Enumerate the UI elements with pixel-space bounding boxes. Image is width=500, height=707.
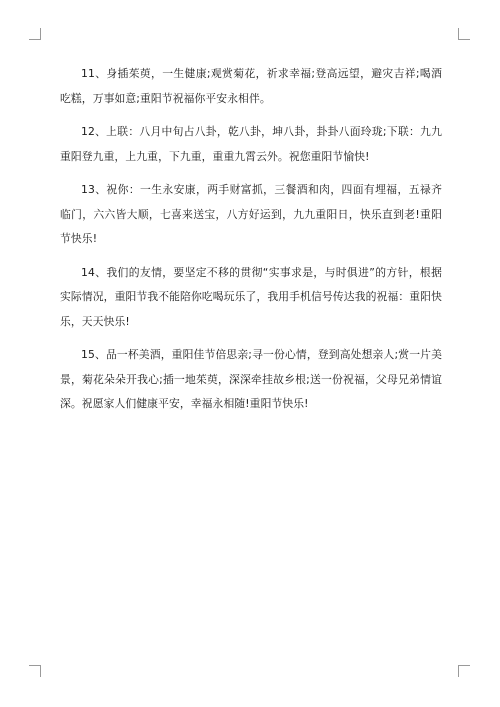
paragraph-13: 13、祝你：一生永安康，两手财富抓，三餐酒和肉，四面有埋福，五禄齐临门，六六皆大顺，七喜来送宝，八方好运到，九九重阳日，快乐直到老!重阳节快乐! (60, 183, 442, 245)
crop-mark-bottom-left (29, 665, 41, 677)
paragraph-11: 11、身插茱萸，一生健康;观赏菊花，祈求幸福;登高远望，避灾吉祥;喝酒吃糕，万事如意;重阳节祝福你平安永相伴。 (60, 67, 442, 105)
paragraph-15: 15、品一杯美酒，重阳佳节倍思亲;寻一份心情，登到高处想亲人;赏一片美景，菊花朵朵开我心;插一地茱萸，深深牵挂故乡根;送一份祝福，父母兄弟情谊深。祝愿家人们健康平安，幸福永相随!重阳节快乐! (60, 348, 442, 410)
crop-mark-top-right (458, 28, 470, 40)
crop-mark-bottom-right (458, 665, 470, 677)
document-body (60, 62, 442, 426)
paragraph-12: 12、上联：八月中旬占八卦，乾八卦，坤八卦，卦卦八面玲珑;下联：九九重阳登九重，上九重，下九重，重重九霄云外。祝您重阳节愉快! (60, 125, 442, 163)
paragraph-14: 14、我们的友情，要坚定不移的贯彻“实事求是，与时俱进”的方针，根据实际情况，重阳节我不能陪你吃喝玩乐了，我用手机信号传达我的祝福：重阳快乐，天天快乐! (60, 265, 442, 328)
crop-mark-top-left (29, 28, 41, 40)
